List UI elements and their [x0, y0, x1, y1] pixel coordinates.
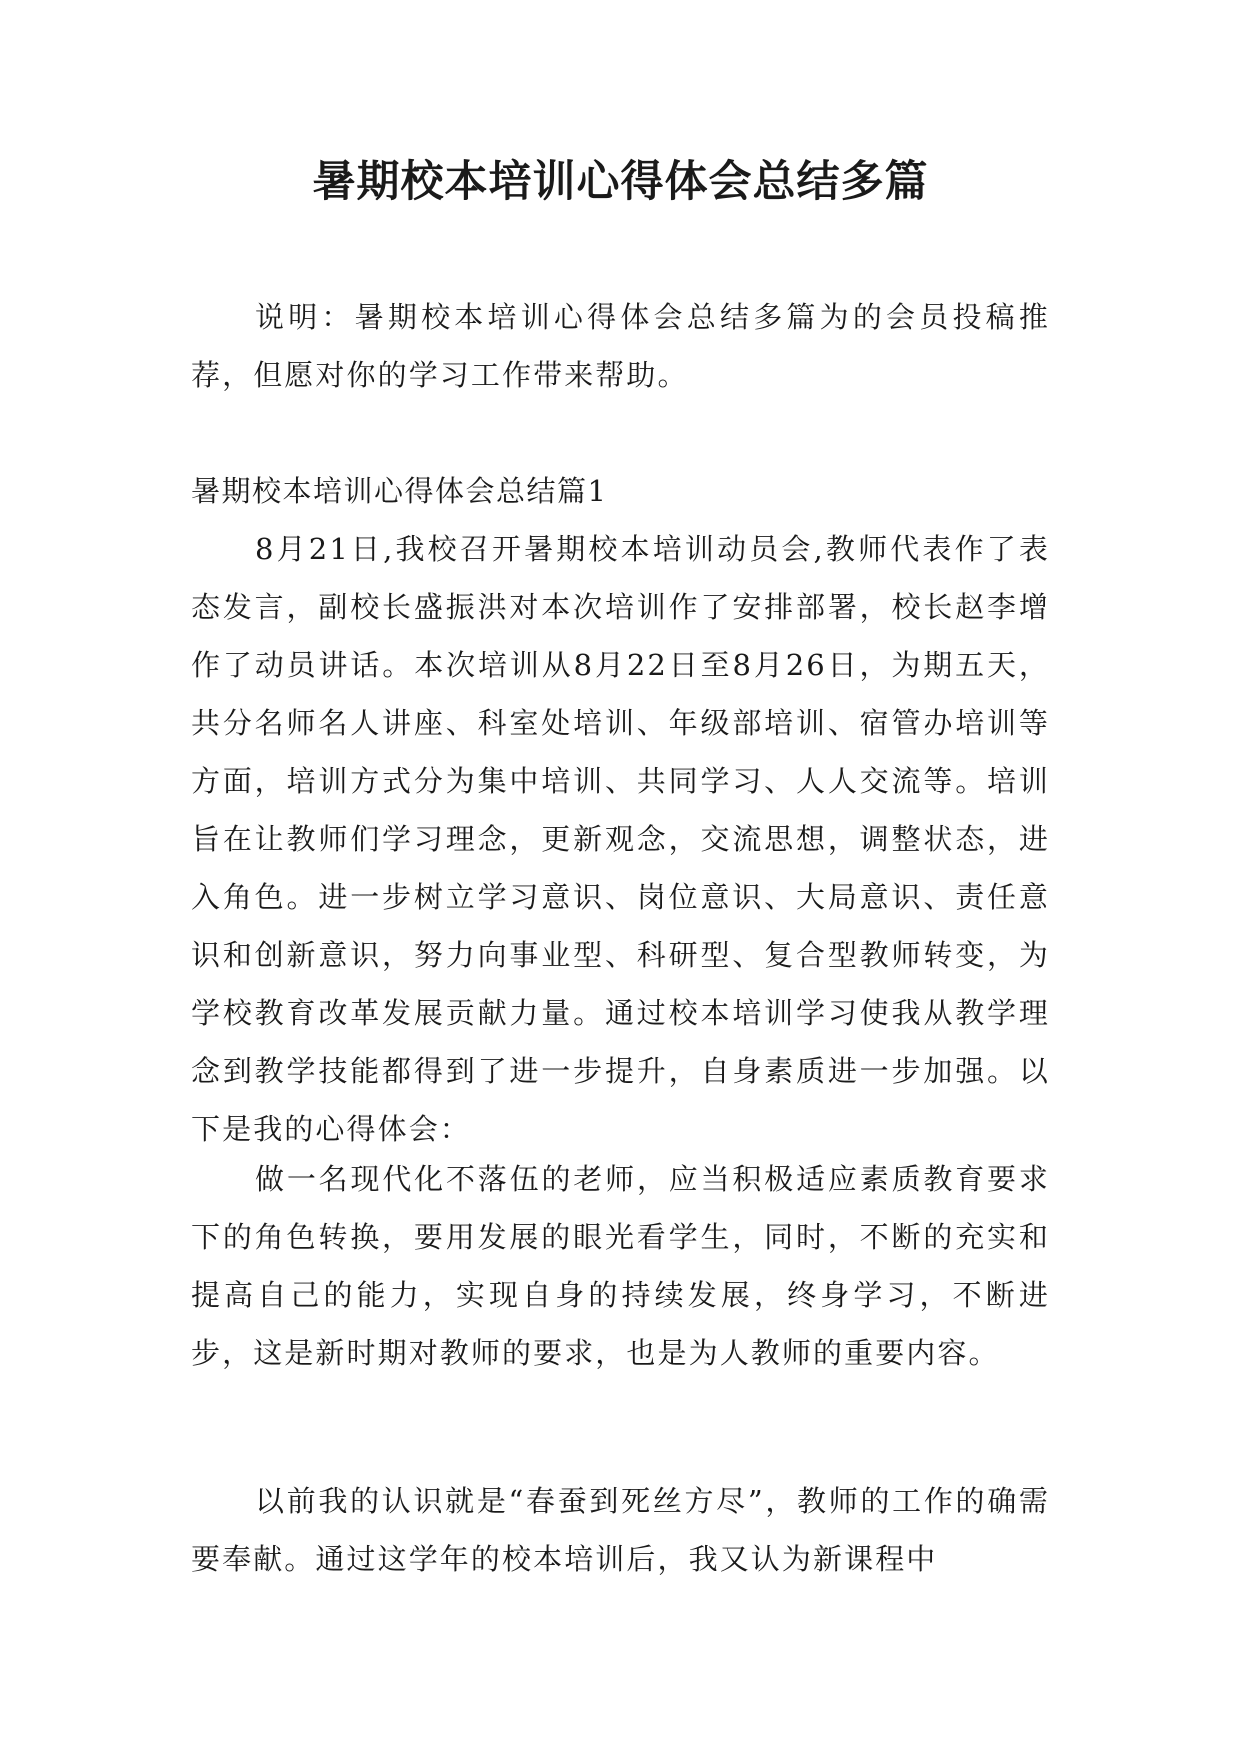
- body-paragraph-3: 以前我的认识就是“春蚕到死丝方尽”，教师的工作的确需要奉献。通过这学年的校本培训后，我又认为新课程中: [191, 1484, 1050, 1576]
- document-title: 暑期校本培训心得体会总结多篇: [312, 157, 929, 207]
- section-heading: 暑期校本培训心得体会总结篇1: [191, 474, 608, 508]
- body-paragraph-1: 8月21日,我校召开暑期校本培训动员会,教师代表作了表态发言，副校长盛振洪对本次培训作了安排部署，校长赵李增作了动员讲话。本次培训从8月22日至8月26日，为期五天，共分名师名人讲座、科室处培训、年级部培训、宿管办培训等方面，培训方式分为集中培训、共同学习、人人交流等。培训旨在让教师们学习理念，更新观念，交流思想，调整状态，进入角色。进一步树立学习意识、岗位意识、大局意识、责任意识和创新意识，努力向事业型、科研型、复合型教师转变，为学校教育改革发展贡献力量。通过校本培训学习使我从教学理念到教学技能都得到了进一步提升，自身素质进一步加强。以下是我的心得体会：: [191, 532, 1050, 1146]
- body-paragraph-2: 做一名现代化不落伍的老师，应当积极适应素质教育要求下的角色转换，要用发展的眼光看学生，同时，不断的充实和提高自己的能力，实现自身的持续发展，终身学习，不断进步，这是新时期对教师的要求，也是为人教师的重要内容。: [191, 1162, 1050, 1370]
- intro-paragraph: 说明：暑期校本培训心得体会总结多篇为的会员投稿推荐，但愿对你的学习工作带来帮助。: [191, 300, 1050, 392]
